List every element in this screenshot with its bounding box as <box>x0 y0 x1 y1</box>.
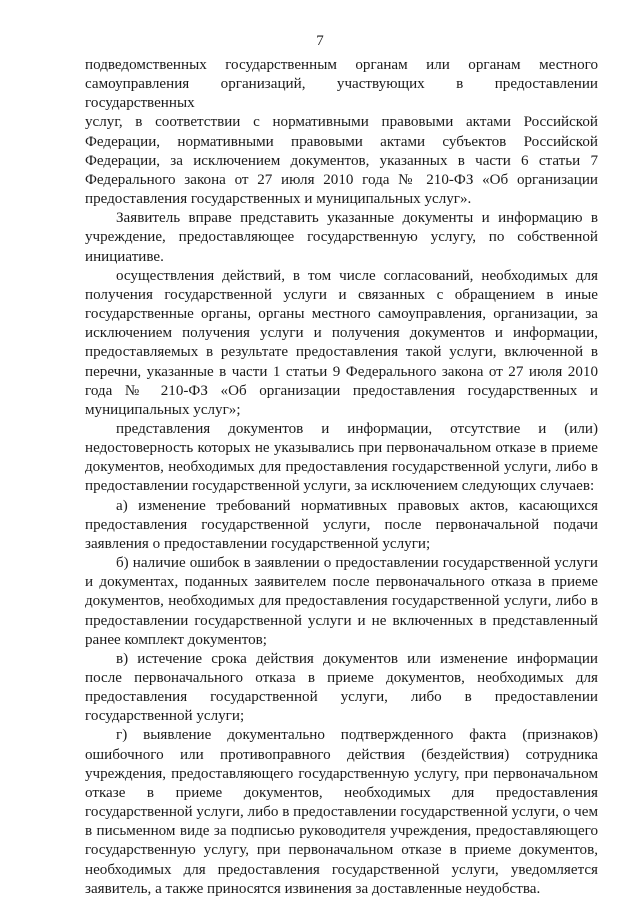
text-line: в) истечение срока действия документов или изменение информации <box>116 650 598 667</box>
text-line: года № 210-ФЗ «Об организации предоставления государственных и <box>85 382 598 399</box>
text-line: государственную услугу, при первоначальном отказе в приеме документов, <box>85 842 598 859</box>
text-line: муниципальных услуг»; <box>85 401 241 418</box>
text-line: Заявитель вправе представить указанные документы и информацию в <box>116 210 598 227</box>
text-line: предоставления государственной услуги, после первоначальной подачи <box>85 516 598 533</box>
text-line: предоставляемых в результате предоставления такой услуги, включенной в <box>85 344 598 361</box>
text-line: ранее комплект документов; <box>85 631 267 648</box>
text-line: в письменном виде за подписью руководителя учреждения, предоставляющего <box>85 823 598 840</box>
text-line: государственные органы, органы местного самоуправления, организации, за <box>85 306 598 323</box>
text-line: подведомственных государственным органам или органам местного <box>85 57 598 73</box>
text-line: Федерации, за исключением документов, указанных в части 6 статьи 7 <box>85 152 598 169</box>
paragraph <box>85 726 598 898</box>
paragraph <box>85 209 598 266</box>
text-line: отказе в приеме документов, необходимых для предоставления <box>85 784 598 801</box>
text-line: г) выявление документально подтвержденного факта (признаков) <box>116 727 598 744</box>
paragraph <box>85 554 598 650</box>
text-line: представления документов и информации, отсутствие и (или) <box>116 420 598 437</box>
text-line: учреждения, предоставляющего государственную услугу, при первоначальном <box>85 765 598 782</box>
text-line: после первоначального отказа в приеме документов, необходимых для <box>85 670 598 686</box>
paragraph <box>85 420 598 497</box>
text-line: заявитель, а также приносятся извинения за доставленные неудобства. <box>85 880 541 897</box>
text-line: исключением получения услуги и получения документов и информации, <box>85 325 598 342</box>
text-line: государственной услуги, либо в предоставлении государственной услуги, о чем <box>85 804 598 821</box>
text-line: а) изменение требований нормативных правовых актов, касающихся <box>116 497 598 514</box>
text-line: Федерального закона от 27 июля 2010 года № 210-ФЗ «Об организации <box>85 171 598 188</box>
paragraph <box>85 650 598 727</box>
text-line: предоставления государственной услуги, либо в предоставлении <box>85 689 598 706</box>
text-line: необходимых для предоставления государственной услуги, уведомляется <box>85 861 598 878</box>
text-line: предоставления государственных и муниципальных услуг». <box>85 191 472 208</box>
text-line: б) наличие ошибок в заявлении о предоставлении государственной услуги <box>116 555 598 572</box>
text-line: инициативе. <box>85 248 164 265</box>
text-line: осуществления действий, в том числе согласований, необходимых для <box>116 267 598 284</box>
paragraph <box>85 56 598 209</box>
page-number: 7 <box>316 33 324 49</box>
text-line: учреждение, предоставляющее государственную услугу, по собственной <box>85 229 598 246</box>
text-line: документов, необходимых для предоставления государственной услуги, либо в <box>85 593 598 610</box>
paragraph <box>85 267 598 420</box>
text-line: предоставлении государственной услуги, за исключением следующих случаев: <box>85 478 595 495</box>
document-body <box>85 56 598 899</box>
text-line: государственной услуги; <box>85 708 245 725</box>
text-line: ошибочного или противоправного действия (бездействия) сотрудника <box>85 746 598 763</box>
text-line: предоставлении государственной услуги и не включенных в представленный <box>85 612 598 629</box>
text-line: самоуправления организаций, участвующих в предоставлении государственных <box>85 76 598 112</box>
text-line: и документах, поданных заявителем после первоначального отказа в приеме <box>85 574 598 591</box>
paragraph <box>85 497 598 554</box>
text-line: заявления о предоставлении государственной услуги; <box>85 535 431 552</box>
text-line: получения государственной услуги и связанных с обращением в иные <box>85 286 598 303</box>
text-line: недостоверность которых не указывались при первоначальном отказе в приеме <box>85 440 598 457</box>
text-line: перечни, указанные в части 1 статьи 9 Федерального закона от 27 июля 2010 <box>85 363 598 380</box>
text-line: услуг, в соответствии с нормативными правовыми актами Российской <box>85 114 598 131</box>
text-line: Федерации, нормативными правовыми актами субъектов Российской <box>85 133 598 150</box>
text-line: документов, необходимых для предоставления государственной услуги, либо в <box>85 459 598 476</box>
